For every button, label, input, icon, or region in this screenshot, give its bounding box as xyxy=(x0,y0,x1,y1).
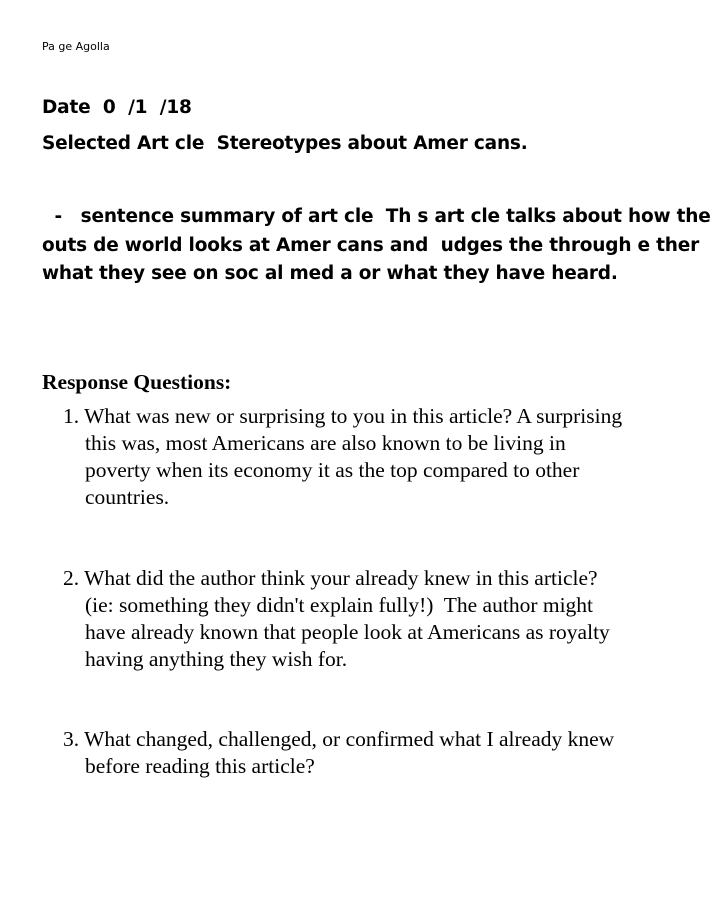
question-line: poverty when its economy it as the top compared to other xyxy=(85,458,580,482)
question-2 xyxy=(63,565,693,673)
question-line: before reading this article? xyxy=(85,754,315,778)
question-line: 3. What changed, challenged, or confirmed what I already knew xyxy=(63,727,615,751)
question-line: this was, most Americans are also known to be living in xyxy=(85,431,566,455)
summary-line: outs de world looks at Amer cans and udges the through e ther xyxy=(42,234,699,256)
question-line: countries. xyxy=(85,485,170,509)
question-line: have already known that people look at Americans as royalty xyxy=(85,620,610,644)
question-line: (ie: something they didn't explain fully!) The author might xyxy=(85,593,594,617)
date-line: Date 0 /1 /18 xyxy=(42,97,192,118)
summary-line: what they see on soc al med a or what they have heard. xyxy=(42,263,618,284)
selected-article-line: Selected Art cle Stereotypes about Amer cans. xyxy=(42,133,528,154)
summary-line: - sentence summary of art cle Th s art cle talks about how the xyxy=(42,206,711,227)
response-questions-heading: Response Questions: xyxy=(42,370,232,394)
question-3 xyxy=(63,726,693,780)
article-summary xyxy=(42,203,711,289)
student-name-header: Pa ge Agolla xyxy=(42,40,110,53)
question-line: 1. What was new or surprising to you in this article? A surprising xyxy=(63,404,623,428)
question-line: 2. What did the author think your already knew in this article? xyxy=(63,566,598,590)
question-1 xyxy=(63,403,693,511)
question-line: having anything they wish for. xyxy=(85,647,348,671)
